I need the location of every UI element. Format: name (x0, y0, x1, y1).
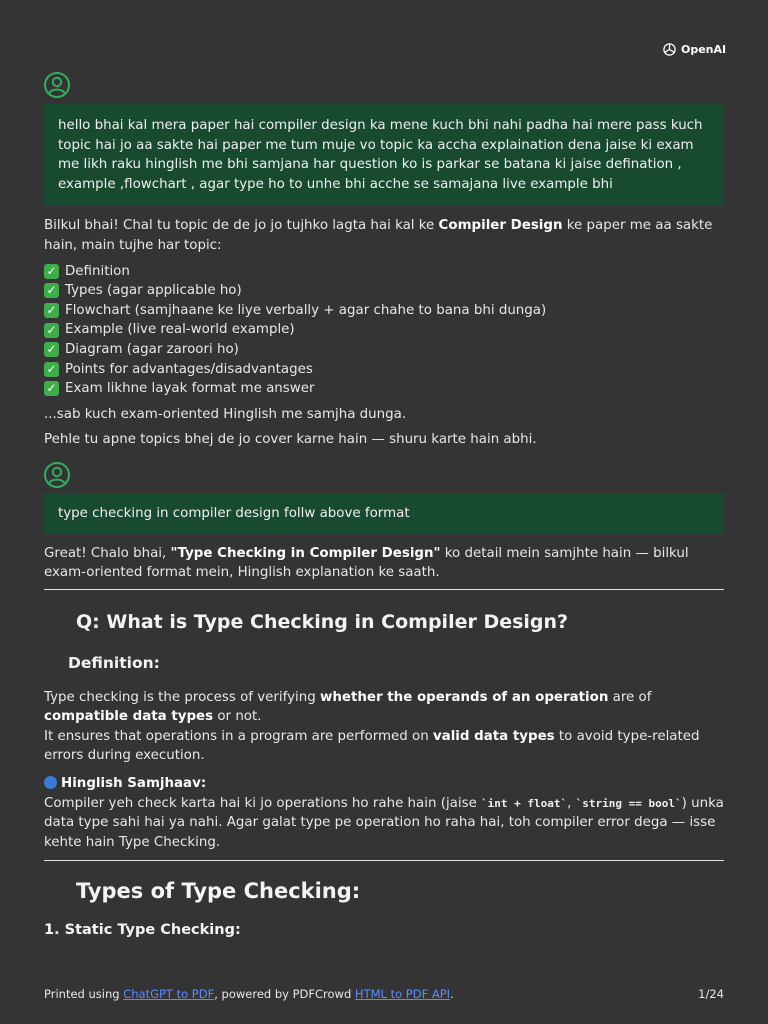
openai-logo (662, 40, 726, 60)
def2-text-b: to avoid type-related errors during execution. (44, 728, 700, 764)
check-mark-icon: ✓ (44, 362, 59, 377)
user-message-1 (44, 104, 724, 206)
def-text-a: Type checking is the process of verifying (44, 689, 320, 705)
conversation (44, 72, 724, 941)
assistant-intro (44, 216, 724, 255)
hinglish-text-a: Compiler yeh check karta hai ki jo operations ho rahe hain (jaise (44, 795, 482, 811)
check-mark-icon: ✓ (44, 303, 59, 318)
intro-bold: Compiler Design (438, 218, 563, 234)
static-type-checking-heading: 1. Static Type Checking: (44, 922, 241, 939)
intro-text-a: Bilkul bhai! Chal tu topic de de jo jo tujhko lagta hai kal ke (44, 218, 439, 234)
intro2-bold: "Type Checking in Compiler Design" (170, 545, 441, 561)
definition-heading: Definition: (68, 653, 160, 672)
def-bold-2: compatible data types (44, 709, 214, 725)
assistant-message-1 (44, 216, 724, 450)
def-text-b: are of (608, 689, 652, 705)
def-text-c: or not. (213, 709, 262, 725)
html-to-pdf-api-link[interactable]: HTML to PDF API (354, 987, 451, 1001)
list-item (44, 379, 724, 399)
assistant-message-2 (44, 544, 724, 942)
list-item (44, 281, 724, 301)
user-message-2-text: type checking in compiler design follw above format (58, 505, 410, 521)
speaking-head-icon (44, 776, 57, 789)
user-avatar-icon (44, 72, 70, 98)
user-message-2 (44, 494, 724, 534)
hinglish-sep: , (567, 795, 576, 811)
definition-paragraph (44, 688, 724, 766)
def-bold-1: whether the operands of an operation (320, 689, 609, 705)
user-avatar (44, 462, 70, 488)
list-item (44, 340, 724, 360)
hinglish-label: Hinglish Samjhaav: (61, 776, 207, 792)
def2-text-a: It ensures that operations in a program are performed on (44, 728, 433, 744)
check-mark-icon: ✓ (44, 342, 59, 357)
assistant-line-2: Pehle tu apne topics bhej de jo cover karne hain — shuru karte hain abhi. (44, 432, 537, 448)
list-item-label: Points for advantages/disadvantages (65, 361, 313, 377)
print-footer (44, 985, 724, 1005)
intro-text-b: ke paper me aa sakte hain, main tujhe har topic: (44, 218, 713, 253)
list-item (44, 301, 724, 321)
list-item-label: Exam likhne layak format me answer (65, 381, 315, 397)
list-item-label: Example (live real-world example) (65, 322, 295, 338)
list-item-label: Flowchart (samjhaane ke liye verbally + agar chahe to bana bhi dunga) (65, 302, 547, 318)
checklist (44, 262, 724, 399)
assistant2-intro (44, 544, 724, 583)
list-item (44, 320, 724, 340)
user-avatar-icon (44, 462, 70, 488)
footer-suffix: . (450, 987, 454, 1001)
brand-name: OpenAI (681, 43, 727, 56)
question-heading: Q: What is Type Checking in Compiler Design? (76, 610, 569, 633)
check-mark-icon: ✓ (44, 264, 59, 279)
check-mark-icon: ✓ (44, 283, 59, 298)
intro2-text-a: Great! Chalo bhai, (44, 545, 171, 561)
check-mark-icon: ✓ (44, 381, 59, 396)
footer-credit (44, 985, 454, 1005)
hinglish-text-b: ) unka data type sahi hai ya nahi. Agar galat type pe operation ho raha hai, toh compiler error dega — isse kehte hain Type Checking. (44, 795, 724, 850)
types-heading: Types of Type Checking: (76, 879, 361, 904)
openai-logo-icon (662, 42, 677, 57)
list-item (44, 262, 724, 282)
list-item-label: Definition (65, 263, 130, 279)
footer-prefix: Printed using (44, 987, 124, 1001)
assistant-line-1: ...sab kuch exam-oriented Hinglish me samjha dunga. (44, 406, 407, 422)
list-item (44, 360, 724, 380)
page-number: 1/24 (698, 987, 724, 1001)
intro2-text-b: ko detail mein samjhte hain — bilkul exam-oriented format mein, Hinglish explanation ke saath. (44, 545, 689, 581)
inline-code: `string == bool` (575, 796, 682, 810)
user-message-1-text: hello bhai kal mera paper hai compiler design ka mene kuch bhi nahi padha hai mere pass kuch topic hai jo aa sakte hai paper me tum muje vo topic ka accha explaination dena jaise ki exam me likh raku hinglish me bhi samjana har question ko is parkar se batana ki jaise defination , example ,flowchart , agar type ho to unhe bhi acche se samajana live example bhi (58, 118, 703, 192)
hinglish-paragraph (44, 774, 724, 852)
user-avatar (44, 72, 70, 98)
inline-code: `int + float` (481, 796, 568, 810)
list-item-label: Types (agar applicable ho) (65, 283, 242, 299)
list-item-label: Diagram (agar zaroori ho) (65, 341, 239, 357)
def2-bold: valid data types (432, 728, 555, 744)
footer-middle: , powered by PDFCrowd (214, 987, 355, 1001)
check-mark-icon: ✓ (44, 323, 59, 338)
chatgpt-to-pdf-link[interactable]: ChatGPT to PDF (123, 987, 215, 1001)
